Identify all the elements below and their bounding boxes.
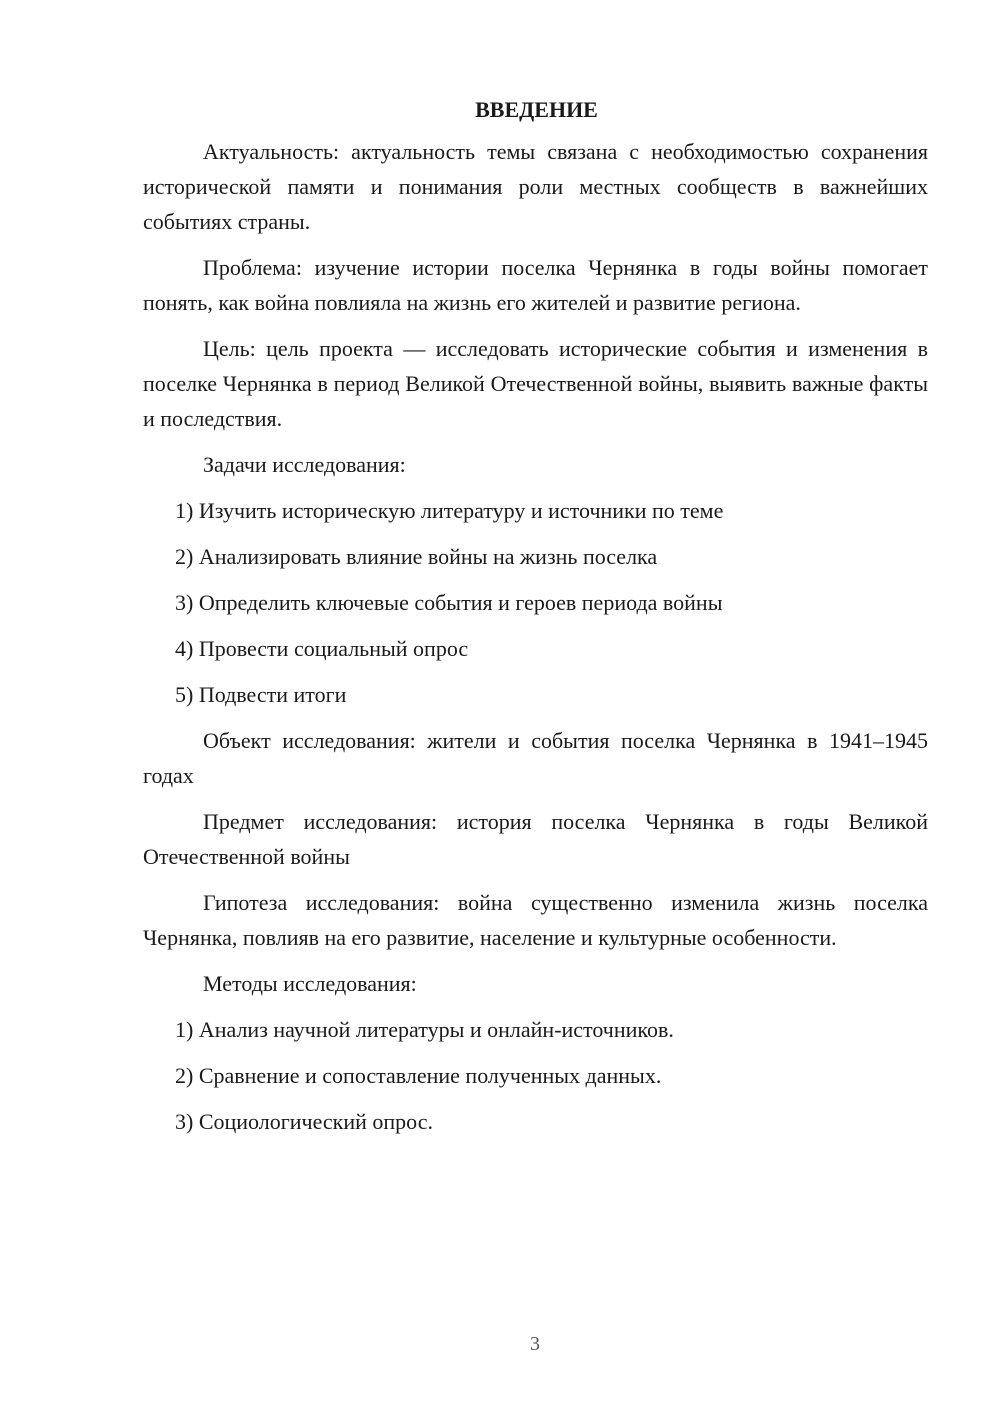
goal-paragraph: Цель: цель проекта — исследовать исторические события и изменения в поселке Чернянка в период Великой Отечественной войны, выявить важные факты и последствия. — [143, 336, 928, 431]
document-body — [143, 92, 928, 1150]
section-title: ВВЕДЕНИЕ — [475, 97, 598, 122]
task-item: 5) Подвести итоги — [175, 682, 347, 707]
task-item: 1) Изучить историческую литературу и источники по теме — [175, 498, 724, 523]
page-number: 3 — [530, 1333, 540, 1355]
task-item: 4) Провести социальный опрос — [175, 636, 469, 661]
method-item: 3) Социологический опрос. — [175, 1109, 433, 1134]
methods-heading: Методы исследования: — [203, 971, 417, 996]
method-item: 2) Сравнение и сопоставление полученных данных. — [175, 1063, 662, 1088]
object-paragraph: Объект исследования: жители и события поселка Чернянка в 1941–1945 годах — [143, 728, 928, 788]
problem-paragraph: Проблема: изучение истории поселка Чернянка в годы войны помогает понять, как война повлияла на жизнь его жителей и развитие региона. — [143, 255, 928, 315]
tasks-heading: Задачи исследования: — [203, 452, 406, 477]
task-item: 2) Анализировать влияние войны на жизнь поселка — [175, 544, 658, 569]
relevance-paragraph: Актуальность: актуальность темы связана с необходимостью сохранения исторической памяти и понимания роли местных сообществ в важнейших событиях страны. — [143, 139, 928, 234]
task-item: 3) Определить ключевые события и героев периода войны — [175, 590, 723, 615]
method-item: 1) Анализ научной литературы и онлайн-источников. — [175, 1017, 674, 1042]
subject-paragraph: Предмет исследования: история поселка Чернянка в годы Великой Отечественной войны — [143, 809, 928, 869]
hypothesis-paragraph: Гипотеза исследования: война существенно изменила жизнь поселка Чернянка, повлияв на его развитие, население и культурные особенности. — [143, 890, 928, 950]
